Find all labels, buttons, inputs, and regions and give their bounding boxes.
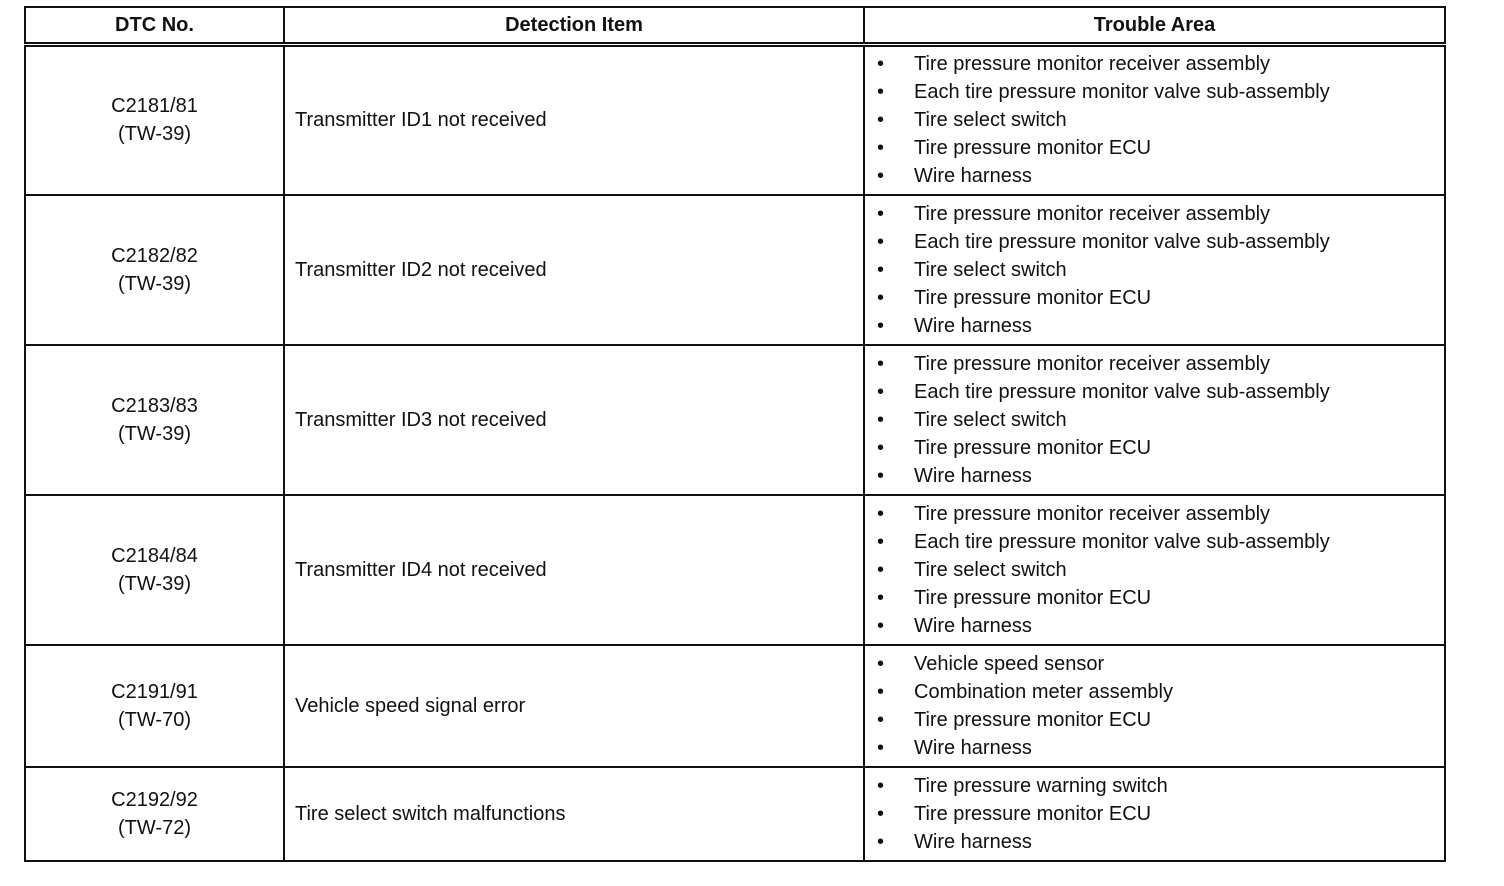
trouble-area-cell: [864, 45, 1445, 195]
bullet-icon: •: [877, 680, 885, 703]
dtc-code: C2182/82: [111, 244, 198, 267]
trouble-area-text: Tire select switch: [914, 408, 1067, 431]
trouble-area-item: [865, 312, 1444, 340]
dtc-reference: (TW-39): [118, 123, 191, 146]
dtc-table: [24, 6, 1446, 862]
bullet-icon: •: [877, 380, 885, 403]
trouble-area-item: [865, 678, 1444, 706]
trouble-area-cell: [864, 345, 1445, 495]
trouble-area-text: Each tire pressure monitor valve sub-assembly: [914, 230, 1330, 253]
trouble-area-item: [865, 406, 1444, 434]
trouble-area-text: Tire pressure monitor receiver assembly: [914, 53, 1271, 76]
dtc-cell: [25, 195, 284, 345]
trouble-area-list: [865, 650, 1444, 762]
trouble-area-text: Tire pressure monitor ECU: [914, 802, 1152, 825]
trouble-area-item: [865, 828, 1444, 856]
bullet-icon: •: [877, 652, 885, 675]
trouble-area-text: Tire pressure monitor receiver assembly: [914, 352, 1271, 375]
trouble-area-item: [865, 528, 1444, 556]
trouble-area-item: [865, 706, 1444, 734]
dtc-cell: [25, 345, 284, 495]
trouble-area-item: [865, 462, 1444, 490]
trouble-area-text: Combination meter assembly: [914, 680, 1173, 703]
dtc-code: C2191/91: [111, 680, 198, 703]
trouble-area-text: Tire pressure monitor receiver assembly: [914, 202, 1271, 225]
header-detection-item: Detection Item: [284, 7, 864, 45]
trouble-area-item: [865, 50, 1444, 78]
bullet-icon: •: [877, 464, 885, 487]
trouble-area-text: Tire pressure warning switch: [914, 774, 1168, 797]
trouble-area-item: [865, 612, 1444, 640]
table-row: [25, 767, 1445, 861]
bullet-icon: •: [877, 530, 885, 553]
bullet-icon: •: [877, 137, 885, 160]
bullet-icon: •: [877, 614, 885, 637]
bullet-icon: •: [877, 502, 885, 525]
trouble-area-text: Tire select switch: [914, 558, 1067, 581]
trouble-area-text: Tire pressure monitor ECU: [914, 586, 1152, 609]
trouble-area-text: Wire harness: [914, 830, 1032, 853]
trouble-area-item: [865, 134, 1444, 162]
trouble-area-item: [865, 800, 1444, 828]
dtc-reference: (TW-39): [118, 422, 191, 445]
trouble-area-text: Wire harness: [914, 165, 1032, 188]
trouble-area-text: Wire harness: [914, 314, 1032, 337]
detection-item: Transmitter ID4 not received: [284, 495, 864, 645]
table-row: [25, 45, 1445, 195]
trouble-area-item: [865, 734, 1444, 762]
header-trouble-area: Trouble Area: [864, 7, 1445, 45]
bullet-icon: •: [877, 774, 885, 797]
detection-item: Tire select switch malfunctions: [284, 767, 864, 861]
trouble-area-text: Tire pressure monitor ECU: [914, 137, 1152, 160]
trouble-area-text: Wire harness: [914, 736, 1032, 759]
bullet-icon: •: [877, 202, 885, 225]
trouble-area-item: [865, 772, 1444, 800]
header-dtc-no: DTC No.: [25, 7, 284, 45]
bullet-icon: •: [877, 708, 885, 731]
dtc-cell: [25, 645, 284, 767]
trouble-area-text: Tire select switch: [914, 109, 1067, 132]
bullet-icon: •: [877, 802, 885, 825]
bullet-icon: •: [877, 586, 885, 609]
trouble-area-item: [865, 200, 1444, 228]
trouble-area-item: [865, 256, 1444, 284]
dtc-reference: (TW-39): [118, 572, 191, 595]
trouble-area-item: [865, 284, 1444, 312]
dtc-reference: (TW-72): [118, 816, 191, 839]
trouble-area-item: [865, 228, 1444, 256]
trouble-area-item: [865, 434, 1444, 462]
bullet-icon: •: [877, 558, 885, 581]
dtc-cell: [25, 495, 284, 645]
trouble-area-text: Wire harness: [914, 464, 1032, 487]
trouble-area-list: [865, 350, 1444, 490]
dtc-code: C2184/84: [111, 544, 198, 567]
trouble-area-list: [865, 772, 1444, 856]
bullet-icon: •: [877, 286, 885, 309]
detection-item: Vehicle speed signal error: [284, 645, 864, 767]
dtc-code: C2183/83: [111, 394, 198, 417]
trouble-area-text: Tire pressure monitor ECU: [914, 708, 1152, 731]
dtc-code: C2192/92: [111, 788, 198, 811]
table-row: [25, 195, 1445, 345]
trouble-area-item: [865, 162, 1444, 190]
detection-item: Transmitter ID3 not received: [284, 345, 864, 495]
table-row: [25, 645, 1445, 767]
detection-item: Transmitter ID2 not received: [284, 195, 864, 345]
trouble-area-cell: [864, 195, 1445, 345]
bullet-icon: •: [877, 230, 885, 253]
trouble-area-item: [865, 556, 1444, 584]
table-body: [25, 45, 1445, 861]
bullet-icon: •: [877, 109, 885, 132]
bullet-icon: •: [877, 53, 885, 76]
bullet-icon: •: [877, 830, 885, 853]
dtc-reference: (TW-70): [118, 708, 191, 731]
trouble-area-item: [865, 106, 1444, 134]
dtc-code: C2181/81: [111, 95, 198, 118]
trouble-area-cell: [864, 495, 1445, 645]
trouble-area-item: [865, 500, 1444, 528]
trouble-area-text: Tire select switch: [914, 258, 1067, 281]
trouble-area-text: Each tire pressure monitor valve sub-assembly: [914, 530, 1330, 553]
trouble-area-list: [865, 50, 1444, 190]
trouble-area-text: Vehicle speed sensor: [914, 652, 1105, 675]
trouble-area-text: Tire pressure monitor receiver assembly: [914, 502, 1271, 525]
bullet-icon: •: [877, 81, 885, 104]
trouble-area-item: [865, 378, 1444, 406]
trouble-area-text: Each tire pressure monitor valve sub-assembly: [914, 380, 1330, 403]
dtc-cell: [25, 767, 284, 861]
bullet-icon: •: [877, 736, 885, 759]
trouble-area-text: Tire pressure monitor ECU: [914, 286, 1152, 309]
trouble-area-list: [865, 200, 1444, 340]
detection-item: Transmitter ID1 not received: [284, 45, 864, 195]
dtc-cell: [25, 45, 284, 195]
table-row: [25, 495, 1445, 645]
bullet-icon: •: [877, 258, 885, 281]
trouble-area-cell: [864, 645, 1445, 767]
trouble-area-text: Tire pressure monitor ECU: [914, 436, 1152, 459]
trouble-area-text: Wire harness: [914, 614, 1032, 637]
bullet-icon: •: [877, 352, 885, 375]
bullet-icon: •: [877, 408, 885, 431]
bullet-icon: •: [877, 314, 885, 337]
trouble-area-cell: [864, 767, 1445, 861]
table-header: [25, 7, 1445, 45]
trouble-area-text: Each tire pressure monitor valve sub-assembly: [914, 81, 1330, 104]
trouble-area-item: [865, 584, 1444, 612]
bullet-icon: •: [877, 165, 885, 188]
dtc-reference: (TW-39): [118, 272, 191, 295]
bullet-icon: •: [877, 436, 885, 459]
table-row: [25, 345, 1445, 495]
trouble-area-item: [865, 350, 1444, 378]
header-row: [25, 7, 1445, 45]
trouble-area-item: [865, 650, 1444, 678]
trouble-area-list: [865, 500, 1444, 640]
trouble-area-item: [865, 78, 1444, 106]
